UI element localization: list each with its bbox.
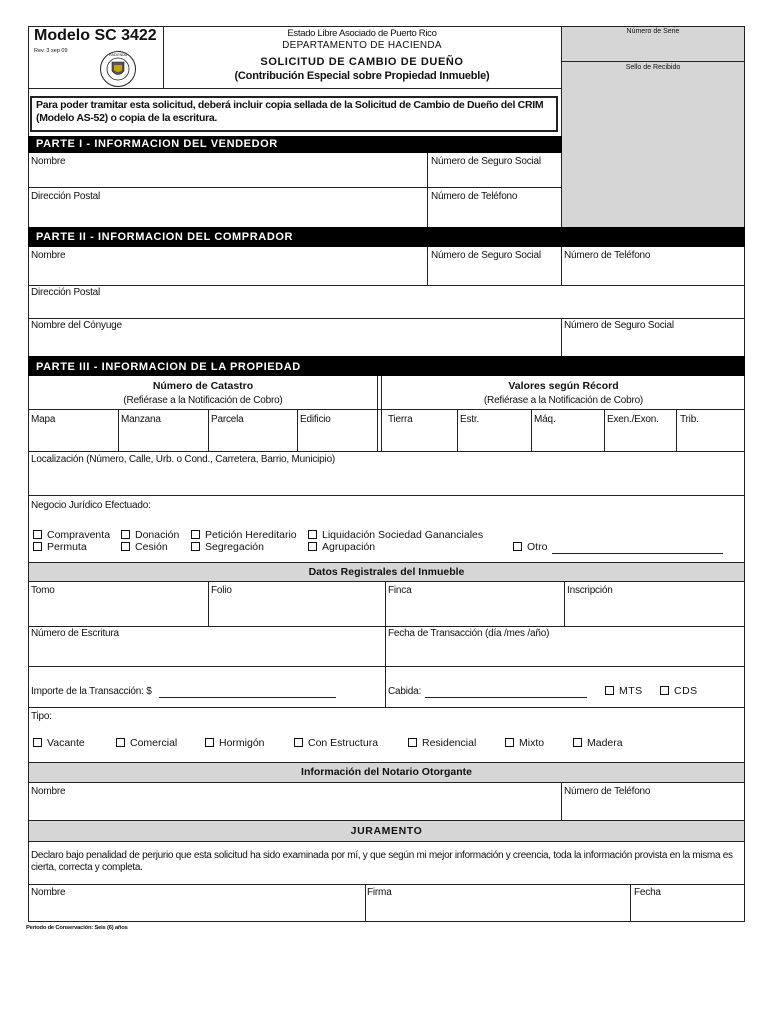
agency-line-1: Estado Libre Asociado de Puerto Rico [287,28,437,39]
notice-text: Para poder tramitar esta solicitud, deberá incluir copia sellada de la Solicitud de Cambio de Dueño del CRIM (Modelo AS-52) o copia de la escritura. [36,99,544,124]
form-model: Modelo SC 3422 [34,27,157,44]
values-title: Valores según Récord [508,380,619,392]
checkbox-icon [33,530,42,539]
oath-title: JURAMENTO [350,825,423,837]
checkbox-icon [116,738,125,747]
values-note: (Refiérase a la Notificación de Cobro) [483,395,644,406]
deed-number-field[interactable]: Número de Escritura [31,628,119,639]
checkbox-icon [121,542,130,551]
checkbox-icon [294,738,303,747]
checkbox-icon [33,738,42,747]
type-residencial[interactable]: Residencial [408,737,476,749]
retention-period: Período de Conservación: Seis (6) años [26,925,128,931]
seller-name-field[interactable]: Nombre [31,156,66,167]
col-maq[interactable]: Máq. [534,414,556,425]
form-revision: Rev. 3 sep 09 [34,48,68,54]
col-trib[interactable]: Trib. [680,414,699,425]
type-vacante[interactable]: Vacante [33,737,85,749]
checkbox-icon [505,738,514,747]
folio-field[interactable]: Folio [211,585,232,596]
spouse-name-field[interactable]: Nombre del Cónyuge [31,320,122,331]
checkbox-icon [660,686,669,695]
cadastre-note: (Refiérase a la Notificación de Cobro) [123,395,283,406]
oath-date-field[interactable]: Fecha [634,887,661,898]
type-mixto[interactable]: Mixto [505,737,544,749]
col-edificio[interactable]: Edificio [300,414,331,425]
checkbox-icon [308,530,317,539]
col-estr[interactable]: Estr. [460,414,480,425]
seller-phone-field[interactable]: Número de Teléfono [431,191,518,202]
type-comercial[interactable]: Comercial [116,737,177,749]
checkbox-icon [205,738,214,747]
checkbox-icon [605,686,614,695]
hacienda-seal-icon [99,50,137,88]
received-stamp-area [562,62,744,227]
part-3-header: PARTE III - INFORMACION DE LA PROPIEDAD [28,356,745,376]
checkbox-icon [33,542,42,551]
legal-business-label: Negocio Jurídico Efectuado: [31,500,151,511]
cabida-input-line[interactable] [425,697,587,698]
tomo-field[interactable]: Tomo [31,585,55,596]
oath-text: Declaro bajo penalidad de perjurio que esta solicitud ha sido examinada por mí, y que según mi mejor información y creencia, toda la información provista en la misma es cierta, correcta y completa. [31,850,733,873]
amount-input-line[interactable] [159,697,336,698]
spouse-ssn-field[interactable]: Número de Seguro Social [564,320,674,331]
checkbox-icon [308,542,317,551]
option-liquidacion-sociedad[interactable]: Liquidación Sociedad Gananciales [308,529,483,541]
transaction-date-field[interactable]: Fecha de Transacción (día /mes /año) [388,628,550,639]
buyer-ssn-field[interactable]: Número de Seguro Social [431,250,541,261]
type-label: Tipo: [31,711,52,722]
type-con-estructura[interactable]: Con Estructura [294,737,378,749]
option-peticion-hereditario[interactable]: Petición Hereditario [191,529,297,541]
option-agrupacion[interactable]: Agrupación [308,541,375,553]
svg-text:HACIENDA: HACIENDA [108,53,128,57]
checkbox-icon [191,530,200,539]
col-mapa[interactable]: Mapa [31,414,56,425]
col-exen-exon[interactable]: Exen./Exon. [607,414,659,425]
option-segregacion[interactable]: Segregación [191,541,264,553]
option-otro[interactable]: Otro [513,541,547,553]
checkbox-icon [408,738,417,747]
notary-name-field[interactable]: Nombre [31,786,66,797]
oath-name-field[interactable]: Nombre [31,887,66,898]
unit-cds[interactable]: CDS [660,685,698,697]
checkbox-icon [573,738,582,747]
type-hormigon[interactable]: Hormigón [205,737,265,749]
notary-phone-field[interactable]: Número de Teléfono [564,786,651,797]
received-stamp-label: Sello de Recibido [625,64,681,71]
option-donacion[interactable]: Donación [121,529,179,541]
registry-title: Datos Registrales del Inmueble [308,566,465,578]
buyer-phone-field[interactable]: Número de Teléfono [564,250,651,261]
cabida-label: Cabida: [388,686,422,697]
inscripcion-field[interactable]: Inscripción [567,585,613,596]
checkbox-icon [121,530,130,539]
checkbox-icon [191,542,200,551]
part-1-header: PARTE I - INFORMACION DEL VENDEDOR [28,136,562,153]
option-permuta[interactable]: Permuta [33,541,87,553]
checkbox-icon [513,542,522,551]
option-compraventa[interactable]: Compraventa [33,529,110,541]
col-parcela[interactable]: Parcela [211,414,244,425]
part-2-header: PARTE II - INFORMACION DEL COMPRADOR [28,227,745,247]
buyer-address-field[interactable]: Dirección Postal [31,287,101,298]
cadastre-title: Número de Catastro [152,380,254,392]
finca-field[interactable]: Finca [388,585,412,596]
location-field[interactable]: Localización (Número, Calle, Urb. o Cond., Carretera, Barrio, Municipio) [31,454,336,465]
col-tierra[interactable]: Tierra [388,414,413,425]
signature-field[interactable]: Firma [367,887,392,898]
option-cesion[interactable]: Cesión [121,541,168,553]
seller-ssn-field[interactable]: Número de Seguro Social [431,156,541,167]
unit-mts[interactable]: MTS [605,685,643,697]
notary-title: Información del Notario Otorgante [301,766,472,778]
serial-number-label: Número de Serie [626,28,680,35]
type-madera[interactable]: Madera [573,737,623,749]
col-manzana[interactable]: Manzana [121,414,161,425]
seller-address-field[interactable]: Dirección Postal [31,191,101,202]
amount-label: Importe de la Transacción: $ [31,686,152,697]
other-input-line[interactable] [552,553,723,554]
form-title: SOLICITUD DE CAMBIO DE DUEÑO [260,56,464,68]
buyer-name-field[interactable]: Nombre [31,250,66,261]
form-subtitle: (Contribución Especial sobre Propiedad Inmueble) [234,70,490,82]
agency-line-2: DEPARTAMENTO DE HACIENDA [282,40,442,51]
